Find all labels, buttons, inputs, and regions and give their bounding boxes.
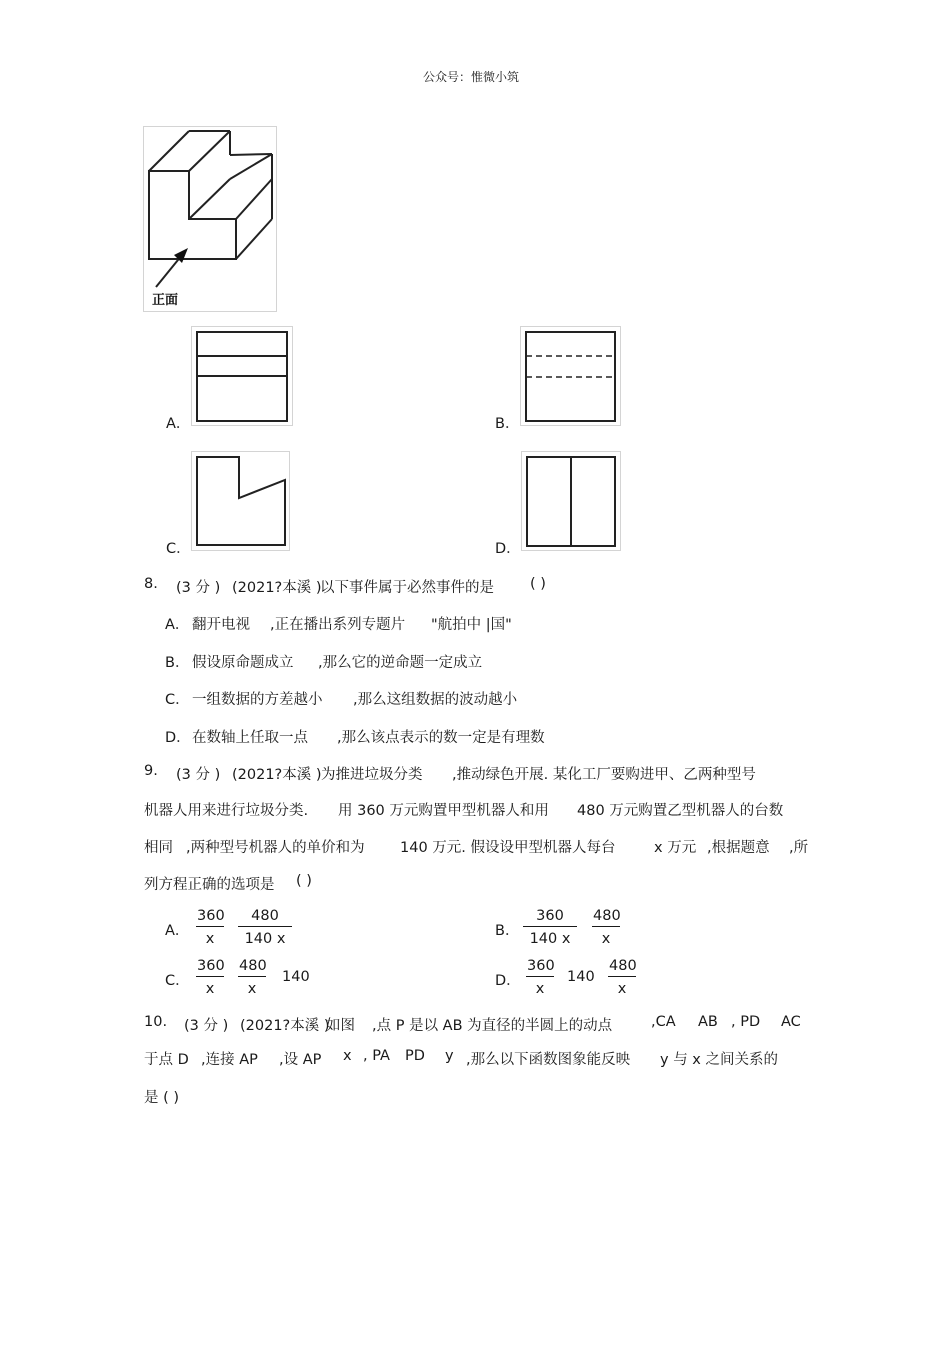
denominator: x bbox=[601, 931, 611, 947]
q7-option-d-label: D． bbox=[495, 541, 521, 557]
numerator: 360 bbox=[526, 958, 554, 977]
numerator: 480 bbox=[608, 958, 636, 977]
q7-option-d-figure bbox=[521, 451, 621, 551]
q10-line2g: y bbox=[445, 1048, 454, 1064]
q9-paren: ( ) bbox=[296, 873, 312, 889]
denominator: x bbox=[205, 931, 215, 947]
q8-option-b-label: B． bbox=[165, 655, 190, 671]
q8-option-a-text3: "航拍中 |国" bbox=[431, 617, 512, 633]
numerator: 480 bbox=[238, 958, 266, 977]
q10-source: (2021?本溪 ) bbox=[240, 1018, 330, 1034]
numerator: 360 bbox=[523, 908, 577, 927]
q7-option-b-label: B． bbox=[495, 416, 520, 432]
q9-line4: 列方程正确的选项是 bbox=[144, 877, 275, 893]
q8-score: (3 分 ) bbox=[176, 580, 221, 596]
q9-option-c-tail: 140 bbox=[282, 969, 310, 985]
q8-option-b-text: 假设原命题成立 bbox=[192, 655, 294, 671]
q9-line3b: ,两种型号机器人的单价和为 bbox=[186, 840, 365, 856]
q9-line2b: 用 360 万元购置甲型机器人和用 bbox=[338, 803, 549, 819]
q9-source: (2021?本溪 ) bbox=[232, 767, 322, 783]
q10-line2c: ,设 AP bbox=[279, 1052, 322, 1068]
q8-option-d-label: D． bbox=[165, 730, 191, 746]
q7-option-b-figure bbox=[520, 326, 621, 426]
q10-line3: 是 ( ) bbox=[144, 1090, 180, 1106]
q7-option-c-label: C． bbox=[166, 541, 191, 557]
q9-option-b-fraction-2 bbox=[592, 908, 620, 947]
q8-stem: 以下事件属于必然事件的是 bbox=[320, 580, 494, 596]
q10-line2b: ,连接 AP bbox=[201, 1052, 258, 1068]
q10-line1c: ,CA bbox=[651, 1014, 676, 1030]
q9-line3f: ,所 bbox=[789, 840, 809, 856]
q10-line1f: AC bbox=[781, 1014, 801, 1030]
q9-option-d-mid: 140 bbox=[567, 969, 595, 985]
q9-option-b-label: B． bbox=[495, 923, 520, 939]
q10-line1b: ,点 P 是以 AB 为直径的半圆上的动点 bbox=[372, 1018, 613, 1034]
q8-paren: ( ) bbox=[530, 576, 546, 592]
denominator: x bbox=[617, 981, 627, 997]
q9-option-c-fraction-2 bbox=[238, 958, 266, 997]
denominator: 140 x bbox=[529, 931, 571, 947]
q8-option-a-text: 翻开电视 bbox=[192, 617, 250, 633]
q9-option-d-fraction-2 bbox=[608, 958, 636, 997]
q9-option-a-fraction-2 bbox=[238, 908, 292, 947]
q10-score: (3 分 ) bbox=[184, 1018, 229, 1034]
q8-option-c-text2: ,那么这组数据的波动越小 bbox=[353, 692, 518, 708]
q10-line1e: , PD bbox=[731, 1014, 761, 1030]
q10-line2d: x bbox=[343, 1048, 352, 1064]
q8-option-a-label: A． bbox=[165, 617, 190, 633]
q10-line2a: 于点 D bbox=[144, 1052, 189, 1068]
q7-option-a-figure bbox=[191, 326, 293, 426]
q8-option-d-text2: ,那么该点表示的数一定是有理数 bbox=[337, 730, 545, 746]
q9-score: (3 分 ) bbox=[176, 767, 221, 783]
q9-option-a-fraction-1 bbox=[196, 908, 224, 947]
q8-option-c-label: C． bbox=[165, 692, 190, 708]
numerator: 360 bbox=[196, 908, 224, 927]
denominator: x bbox=[205, 981, 215, 997]
q8-option-d-text: 在数轴上任取一点 bbox=[192, 730, 308, 746]
q9-option-a-label: A． bbox=[165, 923, 190, 939]
q10-line2f: PD bbox=[405, 1048, 425, 1064]
denominator: 140 x bbox=[244, 931, 286, 947]
numerator: 360 bbox=[196, 958, 224, 977]
q9-line3e: ,根据题意 bbox=[707, 840, 770, 856]
q10-line2e: , PA bbox=[363, 1048, 390, 1064]
q9-option-d-fraction-1 bbox=[526, 958, 554, 997]
denominator: x bbox=[247, 981, 257, 997]
q10-line1a: 如图 bbox=[326, 1018, 355, 1034]
page-header: 公众号：惟微小筑 bbox=[423, 70, 520, 84]
q9-option-b-fraction-1 bbox=[523, 908, 577, 947]
numerator: 480 bbox=[592, 908, 620, 927]
q9-line3d: x 万元 bbox=[654, 840, 697, 856]
q7-option-c-figure bbox=[191, 451, 290, 551]
q9-line2a: 机器人用来进行垃圾分类. bbox=[144, 803, 309, 819]
q9-line1a: 为推进垃圾分类 bbox=[321, 767, 423, 783]
q8-number: 8. bbox=[144, 576, 158, 592]
q9-line1b: ,推动绿色开展. 某化工厂要购进甲、乙两种型号 bbox=[452, 767, 756, 783]
q10-number: 10. bbox=[144, 1014, 168, 1030]
q9-option-c-label: C． bbox=[165, 973, 190, 989]
q10-line1d: AB bbox=[698, 1014, 718, 1030]
q9-line2c: 480 万元购置乙型机器人的台数 bbox=[577, 803, 784, 819]
q8-option-a-text2: ,正在播出系列专题片 bbox=[270, 617, 406, 633]
q8-source: (2021?本溪 ) bbox=[232, 580, 322, 596]
q10-line2i: y 与 x 之间关系的 bbox=[660, 1052, 778, 1068]
q9-line3a: 相同 bbox=[144, 840, 173, 856]
q7-main-figure bbox=[143, 126, 277, 312]
q9-option-c-fraction-1 bbox=[196, 958, 224, 997]
q8-option-b-text2: ,那么它的逆命题一定成立 bbox=[318, 655, 483, 671]
q8-option-c-text: 一组数据的方差越小 bbox=[192, 692, 323, 708]
q9-number: 9. bbox=[144, 763, 158, 779]
numerator: 480 bbox=[238, 908, 292, 927]
q10-line2h: ,那么以下函数图象能反映 bbox=[466, 1052, 631, 1068]
front-view-label: 正面 bbox=[152, 293, 179, 308]
q9-line3c: 140 万元. 假设设甲型机器人每台 bbox=[400, 840, 616, 856]
q9-option-d-label: D． bbox=[495, 973, 521, 989]
q7-option-a-label: A． bbox=[166, 416, 191, 432]
denominator: x bbox=[535, 981, 545, 997]
l-prism-drawing bbox=[144, 127, 276, 311]
